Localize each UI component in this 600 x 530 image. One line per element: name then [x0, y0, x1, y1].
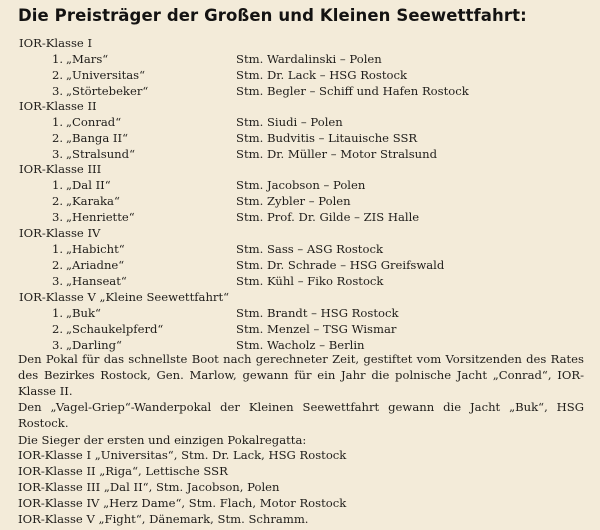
place-number: 3.: [52, 84, 64, 98]
place-number: 2.: [52, 258, 64, 272]
boat-name: „Universitas“: [66, 68, 146, 82]
boat-name: „Störtebeker“: [66, 84, 149, 98]
skipper-club: Stm. Kühl – Fiko Rostock: [236, 274, 384, 288]
boat-name: „Mars“: [66, 52, 109, 66]
result-row: [0, 84, 600, 100]
boat-name: „Habicht“: [66, 242, 125, 256]
result-row: [0, 52, 600, 68]
skipper-club: Stm. Brandt – HSG Rostock: [236, 306, 399, 320]
boat-name: „Conrad“: [66, 115, 122, 129]
page-title: Die Preisträger der Großen und Kleinen Seewettfahrt:: [18, 6, 527, 25]
skipper-club: Stm. Dr. Schrade – HSG Greifswald: [236, 258, 445, 272]
pokal-winner-line: IOR-Klasse I „Universitas“, Stm. Dr. Lack, HSG Rostock: [18, 448, 347, 462]
class-heading: IOR-Klasse III: [19, 162, 102, 176]
skipper-club: Stm. Menzel – TSG Wismar: [236, 322, 397, 336]
boat-name: „Buk“: [66, 306, 101, 320]
boat-name: „Hanseat“: [66, 274, 127, 288]
boat-name: „Schaukelpferd“: [66, 322, 164, 336]
class-heading: IOR-Klasse V „Kleine Seewettfahrt“: [19, 290, 230, 304]
result-row: [0, 147, 600, 163]
result-row: [0, 178, 600, 194]
pokal-winner-line: IOR-Klasse V „Fight“, Dänemark, Stm. Schramm.: [18, 512, 309, 526]
pokal-winner-line: IOR-Klasse III „Dal II“, Stm. Jacobson, Polen: [18, 480, 280, 494]
class-heading: IOR-Klasse IV: [19, 226, 101, 240]
place-number: 2.: [52, 322, 64, 336]
pokal-winner-line: IOR-Klasse IV „Herz Dame“, Stm. Flach, Motor Rostock: [18, 496, 347, 510]
place-number: 2.: [52, 68, 64, 82]
place-number: 1.: [52, 52, 64, 66]
place-number: 3.: [52, 147, 64, 161]
skipper-club: Stm. Zybler – Polen: [236, 194, 351, 208]
boat-name: „Karaka“: [66, 194, 120, 208]
place-number: 1.: [52, 306, 64, 320]
class-heading: IOR-Klasse II: [19, 99, 97, 113]
result-row: [0, 194, 600, 210]
place-number: 1.: [52, 178, 64, 192]
skipper-club: Stm. Begler – Schiff und Hafen Rostock: [236, 84, 469, 98]
result-row: [0, 131, 600, 147]
boat-name: „Henriette“: [66, 210, 135, 224]
vagel-griep-paragraph: Den „Vagel-Griep“-Wanderpokal der Kleinen Seewettfahrt gewann die Jacht „Buk“, HSG Rostock.: [18, 400, 584, 430]
place-number: 1.: [52, 242, 64, 256]
pokal-paragraph: Den Pokal für das schnellste Boot nach gerechneter Zeit, gestiftet vom Vorsitzenden des Rates des Bezirkes Rostock, Gen. Marlow, gewann für ein Jahr die polnische Jacht „Conrad“, IOR-Klasse II.: [18, 352, 584, 398]
skipper-club: Stm. Dr. Müller – Motor Stralsund: [236, 147, 438, 161]
class-heading: IOR-Klasse I: [19, 36, 93, 50]
result-row: [0, 210, 600, 226]
result-row: [0, 274, 600, 290]
result-row: [0, 322, 600, 338]
place-number: 3.: [52, 274, 64, 288]
skipper-club: Stm. Sass – ASG Rostock: [236, 242, 383, 256]
place-number: 3.: [52, 210, 64, 224]
result-row: [0, 306, 600, 322]
result-row: [0, 258, 600, 274]
skipper-club: Stm. Jacobson – Polen: [236, 178, 366, 192]
skipper-club: Stm. Siudi – Polen: [236, 115, 343, 129]
skipper-club: Stm. Wacholz – Berlin: [236, 338, 365, 352]
place-number: 1.: [52, 115, 64, 129]
boat-name: „Dal II“: [66, 178, 111, 192]
skipper-club: Stm. Budvitis – Litauische SSR: [236, 131, 418, 145]
skipper-club: Stm. Wardalinski – Polen: [236, 52, 382, 66]
result-row: [0, 242, 600, 258]
result-row: [0, 115, 600, 131]
pokal-winner-line: IOR-Klasse II „Riga“, Lettische SSR: [18, 464, 228, 478]
place-number: 2.: [52, 194, 64, 208]
place-number: 2.: [52, 131, 64, 145]
skipper-club: Stm. Prof. Dr. Gilde – ZIS Halle: [236, 210, 420, 224]
boat-name: „Darling“: [66, 338, 122, 352]
boat-name: „Ariadne“: [66, 258, 125, 272]
result-row: [0, 68, 600, 84]
skipper-club: Stm. Dr. Lack – HSG Rostock: [236, 68, 408, 82]
place-number: 3.: [52, 338, 64, 352]
boat-name: „Stralsund“: [66, 147, 136, 161]
pokal-regatta-intro: Die Sieger der ersten und einzigen Pokalregatta:: [18, 433, 307, 447]
boat-name: „Banga II“: [66, 131, 129, 145]
